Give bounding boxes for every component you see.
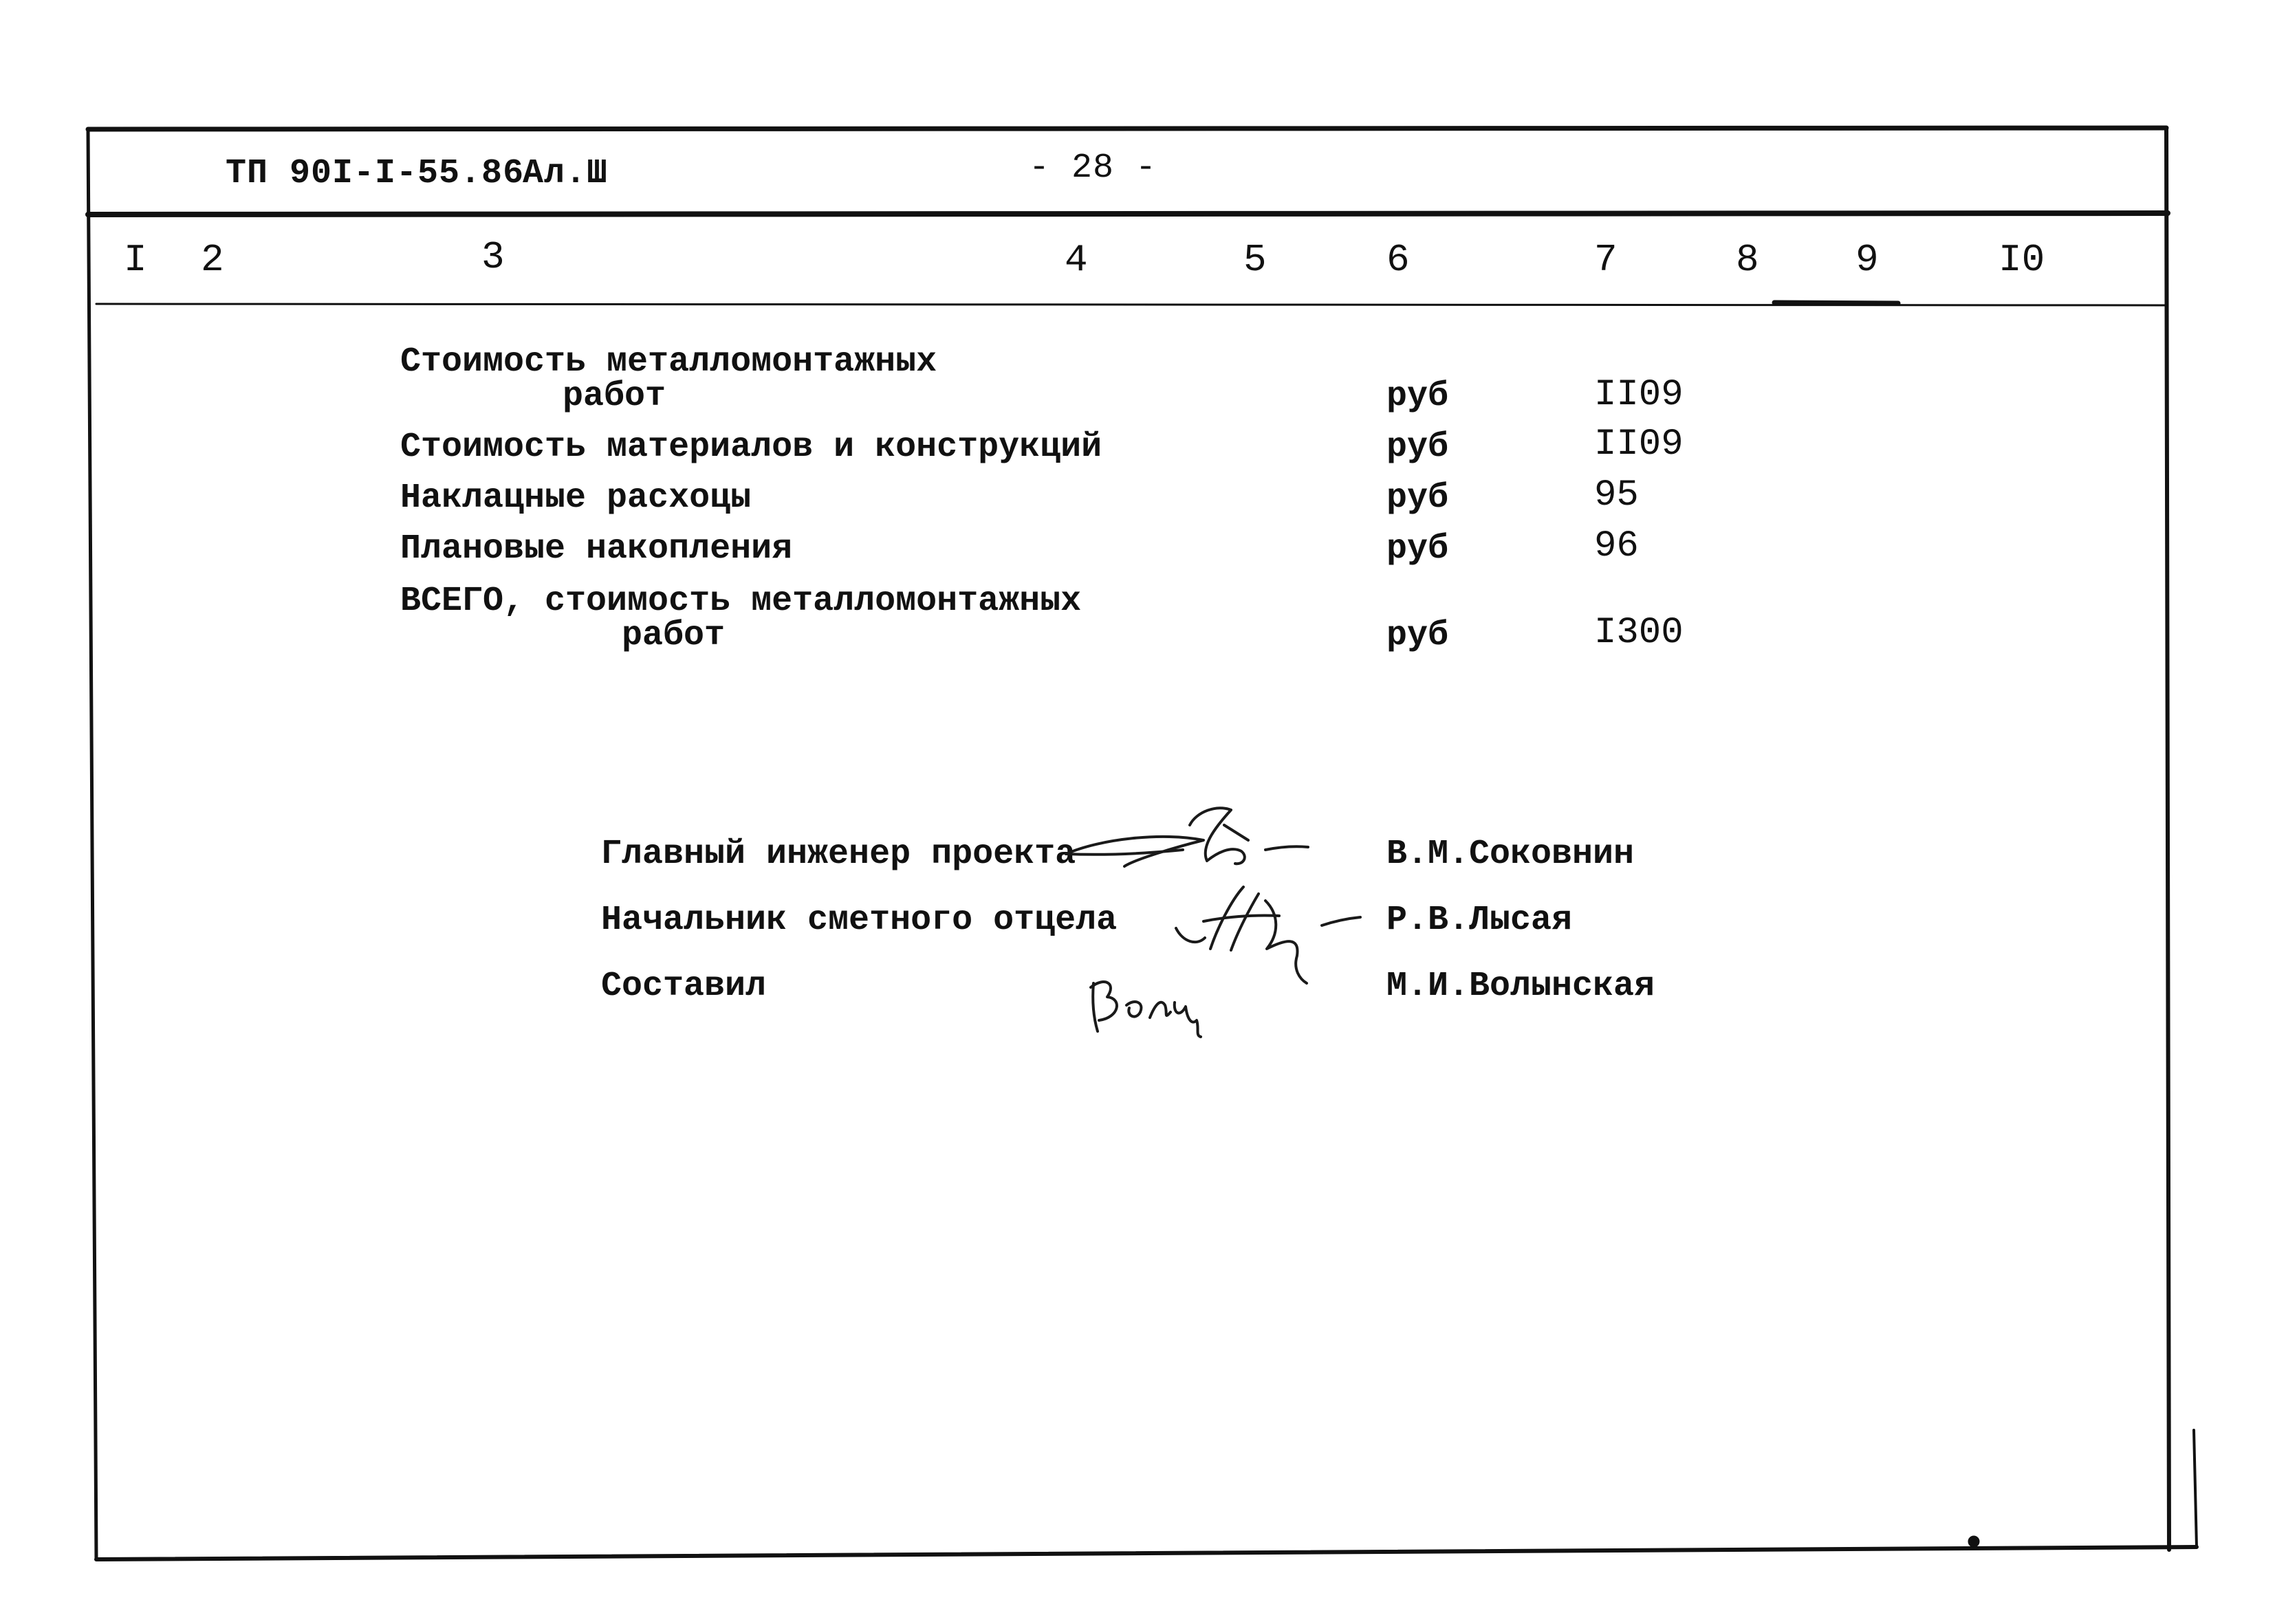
row-label-continuation: работ — [622, 616, 726, 655]
handwritten-signature-3 — [1084, 963, 1221, 1038]
doc-code: ТП 90I-I-55.86 — [226, 154, 525, 193]
row-unit: руб — [1386, 428, 1449, 467]
row-label: Стоимость материалов и конструкций — [400, 428, 1102, 467]
signature-name: В.М.Соковнин — [1386, 835, 1635, 874]
col-number-2: 2 — [201, 238, 224, 282]
col-number-9: 9 — [1855, 238, 1879, 282]
col-number-10: I0 — [1999, 238, 2045, 282]
col-number-8: 8 — [1736, 238, 1759, 282]
col-number-5: 5 — [1243, 238, 1267, 282]
row-label: Наклацные расхоцы — [400, 479, 752, 518]
frame-bottom-line — [96, 1547, 2197, 1559]
signature-role: Главный инженер проекта — [601, 835, 1076, 874]
col-number-7: 7 — [1594, 238, 1618, 282]
album-number: Ал.Ш — [523, 154, 609, 193]
row-unit: руб — [1386, 377, 1449, 416]
row-value: 95 — [1594, 474, 1639, 516]
row-value: 96 — [1594, 525, 1639, 567]
row-label: ВСЕГО, стоимость металломонтажных — [400, 582, 1082, 621]
signature-name: М.И.Волынская — [1386, 967, 1655, 1006]
row-value: II09 — [1594, 424, 1684, 465]
col-number-1: I — [124, 238, 147, 282]
col-number-4: 4 — [1065, 238, 1088, 282]
row-label: Стоимость металломонтажных — [400, 342, 937, 382]
col-number-6: 6 — [1386, 238, 1410, 282]
scan-dot — [1968, 1536, 1979, 1547]
row-value: II09 — [1594, 374, 1684, 416]
row-label-continuation: работ — [563, 377, 666, 416]
col-number-3: 3 — [481, 235, 505, 279]
row-value: I300 — [1594, 612, 1684, 654]
row-label: Плановые накопления — [400, 529, 793, 569]
row-unit: руб — [1386, 479, 1449, 518]
signature-name: Р.В.Лысая — [1386, 901, 1573, 940]
scan-edge-mark — [2194, 1430, 2197, 1547]
frame-header-line — [88, 213, 2168, 215]
row-unit: руб — [1386, 529, 1449, 569]
row-unit: руб — [1386, 616, 1449, 655]
frame-left-line — [88, 129, 96, 1559]
signature-role: Составил — [601, 967, 767, 1006]
page-number: - 28 - — [1029, 149, 1157, 188]
frame-right-line — [2166, 128, 2169, 1550]
signature-role: Начальник сметного отцела — [601, 901, 1118, 940]
frame-top-line — [88, 128, 2166, 129]
